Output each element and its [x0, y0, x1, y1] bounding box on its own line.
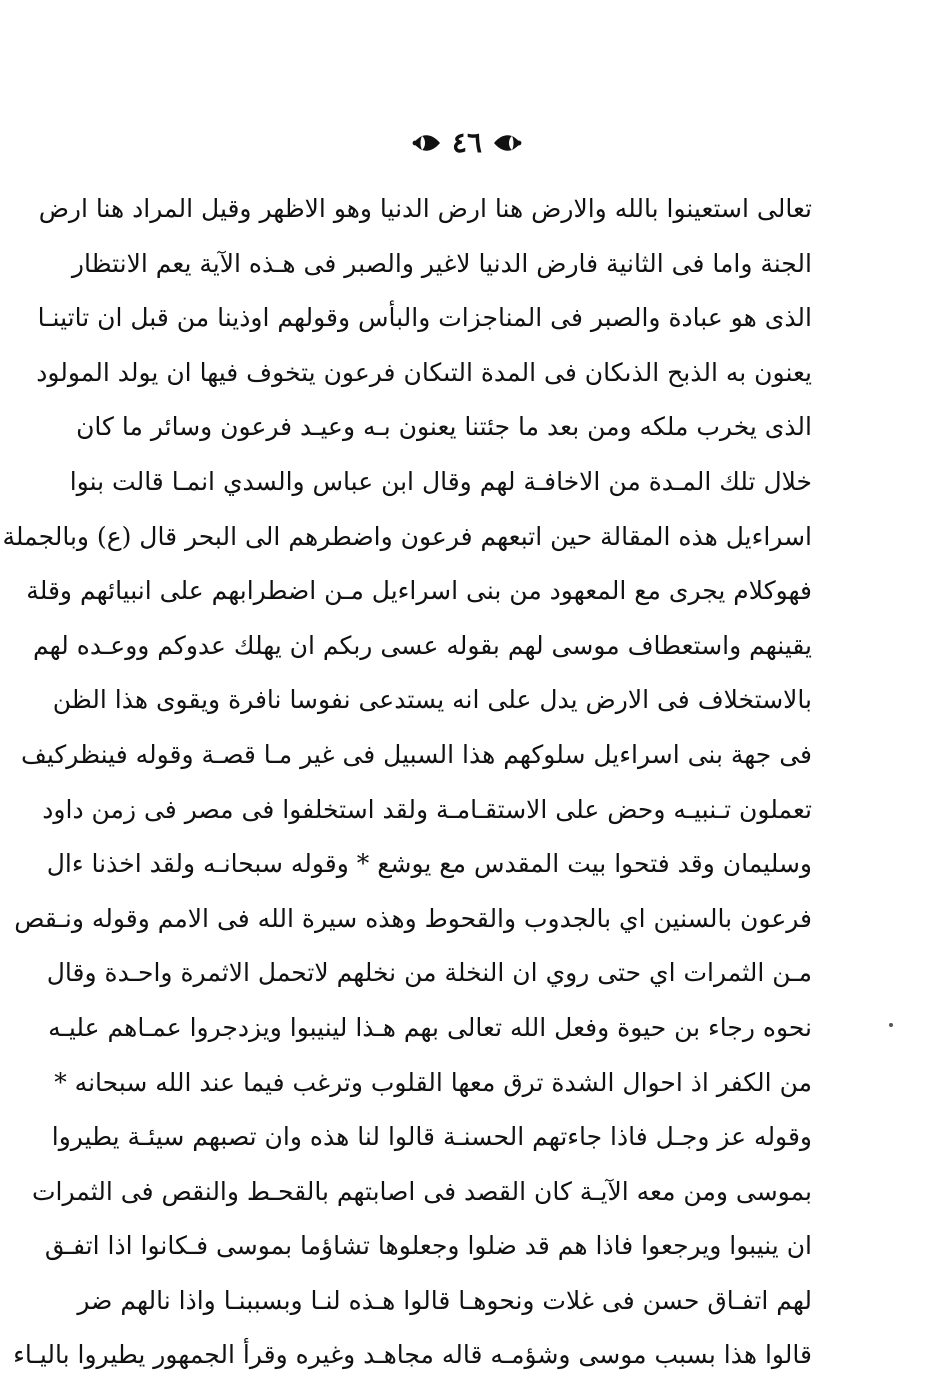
text-line: لهم اتفـاق حسن فى غلات ونحوهـا قالوا هـذه لنـا وبسببنـا واذا نالهم ضر — [77, 1285, 812, 1315]
text-line: يعنون به الذبح الذىكان فى المدة التىكان فرعون يتخوف فيها ان يولد المولود — [36, 357, 812, 387]
text-line: اسرا‌ءيل هذه المقالة حين اتبعهم فرعون واضطرهم الى البحر قال (ع) وبالجملة — [2, 521, 812, 551]
text-line: فهوكلام يجرى مع المعهود من بنى اسرا‌ءيل مـن اضطرابهم على انبيائهم وقلة — [26, 576, 812, 606]
text-line: يقينهم واستعطاف موسى لهم بقوله عسى ربكم ان يهلك عدوكم ووعـده لهم — [33, 630, 812, 660]
text-line: من الكفر اذ احوال الشدة ترق معها القلوب وترغب فيما عند الله سبحانه * — [54, 1067, 812, 1097]
text-line: بالاستخلاف فى الارض يدل على انه يستدعى نفوسا نافرة ويقوى هذا الظن — [52, 685, 812, 715]
page-header — [0, 118, 934, 168]
text-line: فى جهة بنى اسرا‌ءيل سلوكهم هذا السبيل فى غير مـا قصـة وقوله فينظركيف — [20, 739, 812, 769]
text-line: الجنة واما فى الثانية فارض الدنيا لاغير والصبر فى هـذه الآية يعم الانتظار — [71, 248, 812, 278]
page-number: ٤٦ — [451, 126, 483, 159]
text-line: وقوله عز وجـل فاذا جاءتهم الحسنـة قالوا لنا هذه وان تصبهم سيئـة يطيروا — [51, 1122, 812, 1152]
text-line: الذى يخرب ملكه ومن بعد ما جئتنا يعنون بـه وعيـد فرعون وسائر ما كان — [76, 412, 812, 442]
text-line: مـن الثمرات اي حتى روي ان النخلة من نخلهم لاتحمل الاثمرة واحـدة وقال — [46, 958, 812, 988]
text-line: تعملون تـنبيـه وحض على الاستقـامـة ولقد استخلفوا فى مصر فى زمن داود — [42, 794, 812, 824]
text-line: وسليمان وقد فتحوا بيت المقدس مع يوشع * وقوله سبحانـه ولقد اخذنا ءال — [46, 849, 812, 879]
text-line: خلال تلك المـدة من الاخافـة لهم وقال ابن عباس والسدي انمـا قالت بنوا — [69, 466, 812, 496]
text-line: ان ينيبوا ويرجعوا فاذا هم قد ضلوا وجعلوها تشاؤما بموسى فـكانوا اذا اتفـق — [44, 1231, 812, 1261]
text-line: قالوا هذا بسبب موسى وشؤمـه قاله مجاهـد وغيره وقرأ الجمهور يطيروا باليـاء — [13, 1340, 812, 1370]
ornament-icon — [410, 126, 444, 160]
text-line: تعالى استعينوا بالله والارض هنا ارض الدنيا وهو الاظهر وقيل المراد هنا ارض — [38, 194, 812, 223]
text-line: بموسى ومن معه الآيـة كان القصد فى اصابتهم بالقحـط والنقص فى الثمرات — [31, 1176, 812, 1206]
text-line: فرعون بالسنين اي بالجدوب والقحوط وهذه سيرة الله فى الامم وقوله ونـقص — [14, 903, 812, 933]
text-line: نحوه رجاء بن حيوة وفعل الله تعالى بهم هـذا لينيبوا ويزدجروا عمـاهم عليـه — [48, 1012, 812, 1042]
page-number-group — [410, 126, 524, 160]
text-line: الذى هو عبادة والصبر فى المناجزات والبأس وقولهم اوذينا من قبل ان تاتينـا — [37, 303, 812, 333]
body-text — [2, 182, 812, 1383]
ink-speck — [889, 1023, 893, 1027]
ornament-icon — [490, 126, 524, 160]
